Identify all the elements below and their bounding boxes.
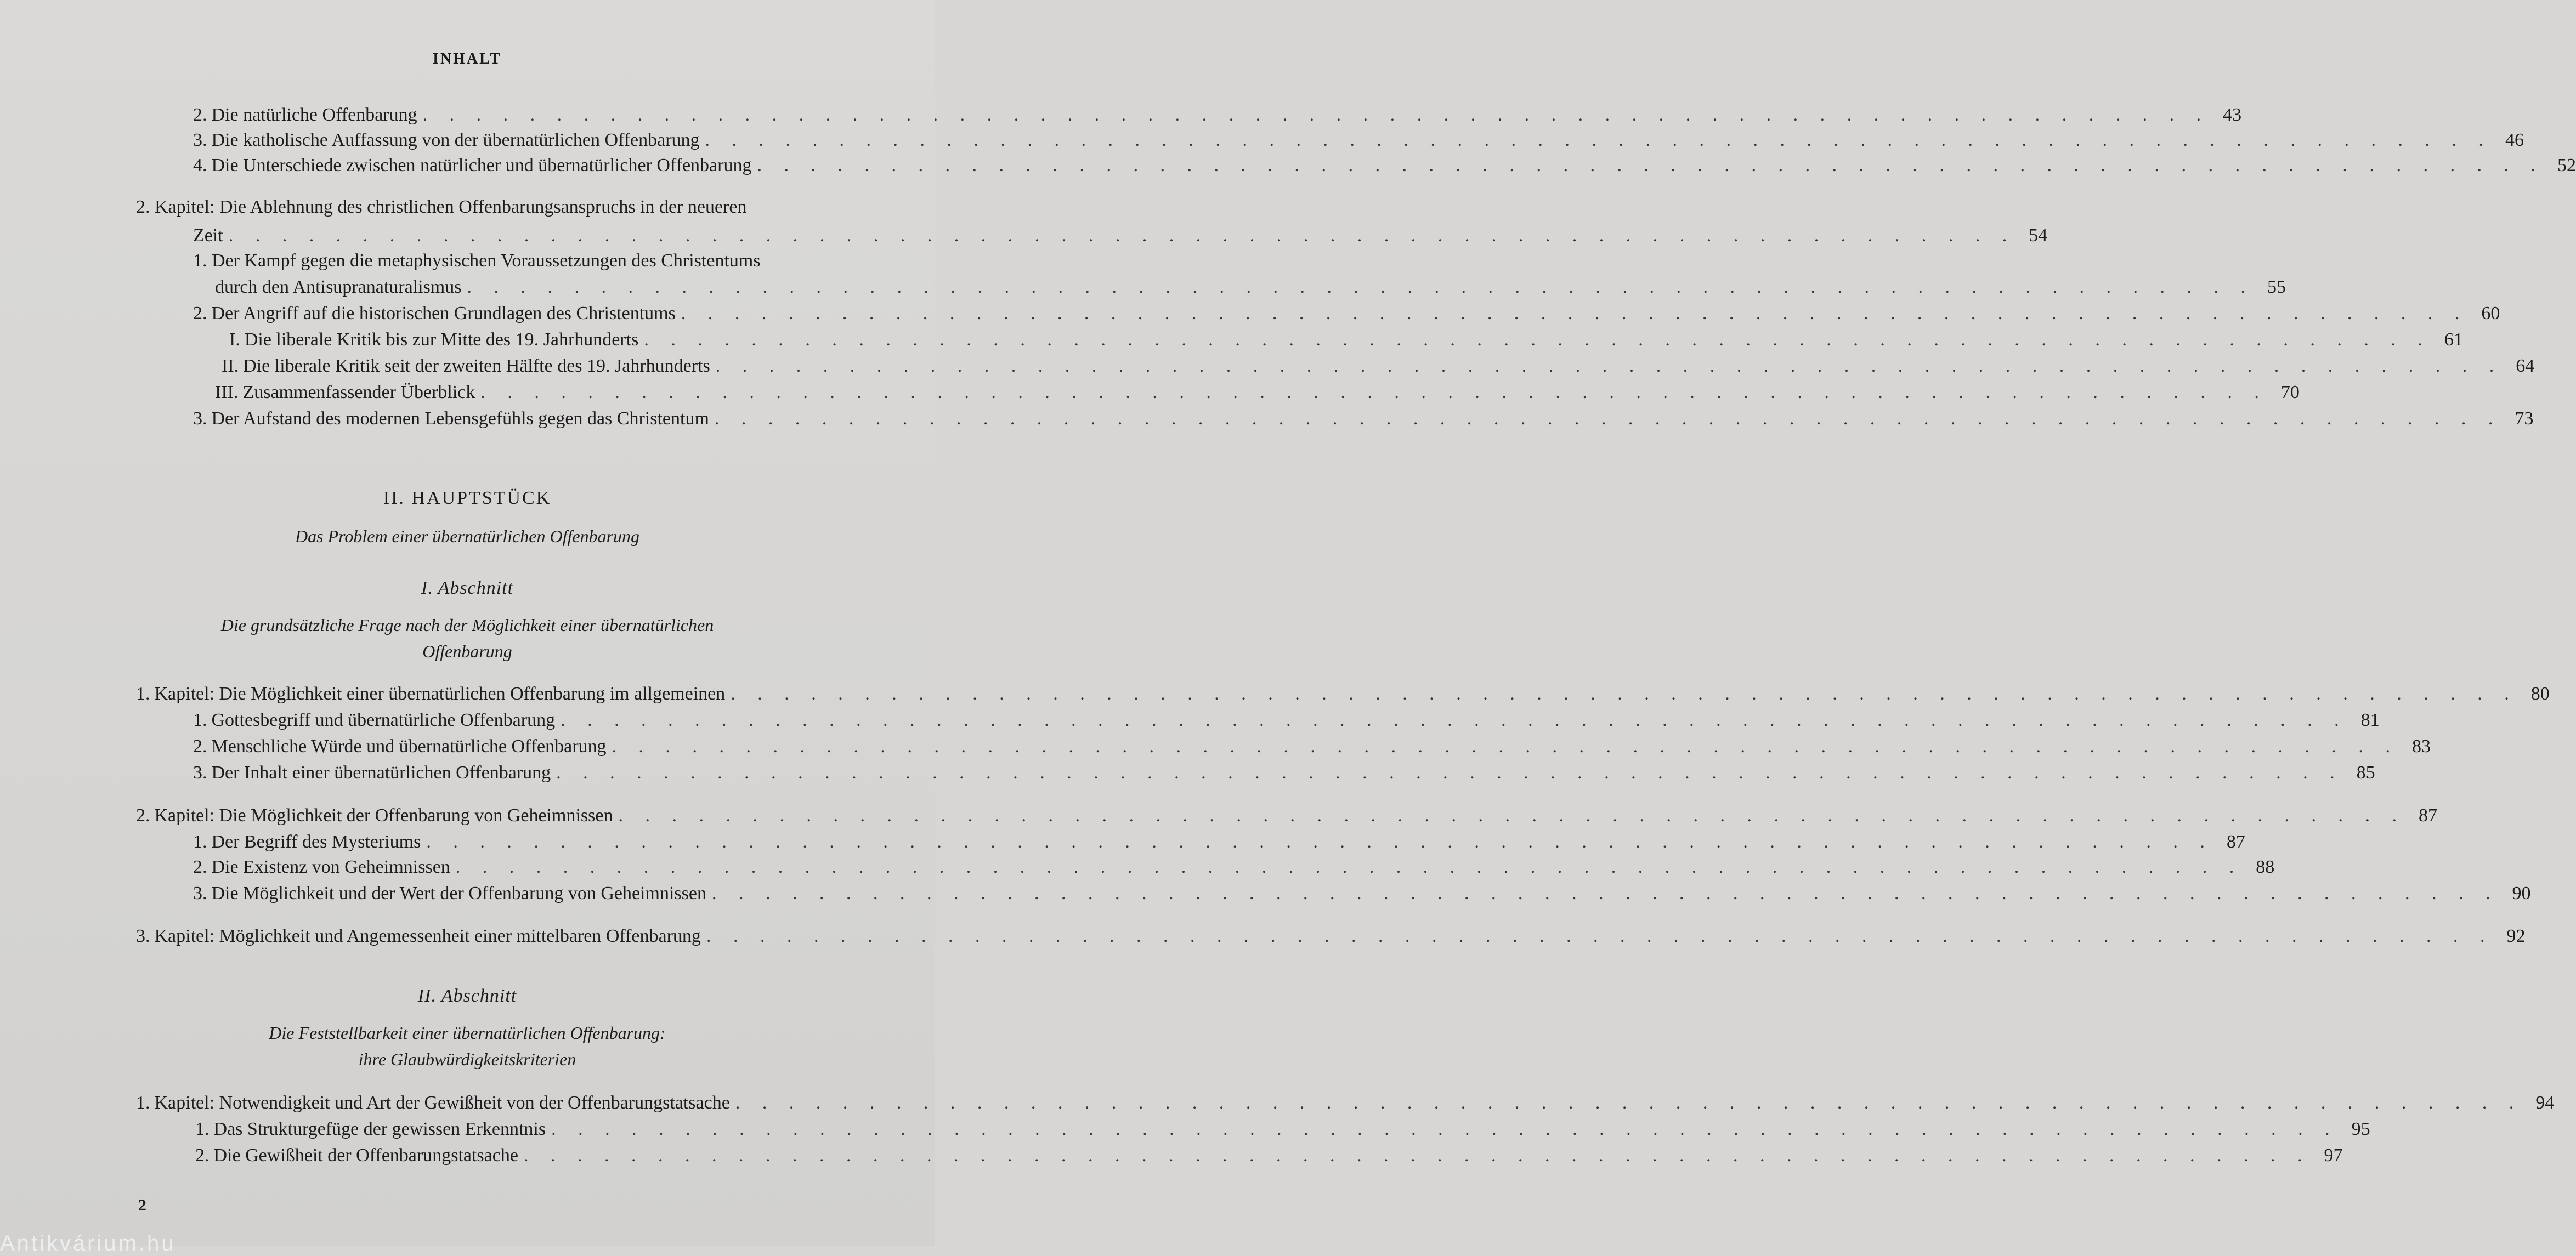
toc-entry[interactable] [215, 382, 2300, 403]
entry-title: Die natürliche Offenbarung [211, 105, 417, 125]
entry-page: 46 [2505, 130, 2524, 150]
watermark: Antikvárium.hu [0, 1231, 176, 1255]
toc-entry[interactable] [193, 736, 2431, 758]
dot-leader: . . . . . . . . . . . . . . . . . . . . . . . . . . . . . . . . . . . . . . . . . . . . . . . . . . . . . . . . . . . . . . . . . . . [681, 303, 2469, 323]
entry-page: 70 [2280, 382, 2300, 402]
section-subtitle-line2: Offenbarung [422, 641, 512, 661]
entry-page: 43 [2223, 105, 2242, 125]
entry-page: 64 [2516, 356, 2535, 376]
dot-leader: . . . . . . . . . . . . . . . . . . . . . . . . . . . . . . . . . . . . . . . . . . . . . . . . . . . . . . . . . . . . . . . . . . . [556, 763, 2343, 783]
entry-page: 60 [2481, 303, 2500, 323]
toc-entry[interactable] [193, 104, 2242, 126]
entry-title: Kapitel: Möglichkeit und Angemessenheit einer mittelbaren Offenbarung [154, 926, 701, 946]
section-subtitle-line2: ihre Glaubwürdigkeitskriterien [358, 1049, 576, 1069]
entry-title: Die Gewißheit der Offenbarungstatsache [213, 1145, 518, 1166]
dot-leader: . . . . . . . . . . . . . . . . . . . . . . . . . . . . . . . . . . . . . . . . . . . . . . . . . . . . . . . . . . . . . . . . . . . [731, 684, 2518, 704]
dot-leader: . . . . . . . . . . . . . . . . . . . . . . . . . . . . . . . . . . . . . . . . . . . . . . . . . . . . . . . . . . . . . . . . . . . [705, 130, 2493, 150]
dot-leader: . . . . . . . . . . . . . . . . . . . . . . . . . . . . . . . . . . . . . . . . . . . . . . . . . . . . . . . . . . . . . . . . . . . [618, 805, 2405, 826]
entry-page: 88 [2256, 857, 2275, 877]
entry-title: durch den Antisupranaturalismus [215, 277, 462, 297]
entry-number: I. [229, 329, 240, 350]
dot-leader: . . . . . . . . . . . . . . . . . . . . . . . . . . . . . . . . . . . . . . . . . . . . . . . . . . . . . . . . . . . . . . . . . . . [612, 736, 2399, 757]
toc-entry[interactable] [193, 831, 2245, 853]
toc-entry[interactable] [195, 1118, 2370, 1140]
toc-entry[interactable] [229, 329, 2463, 351]
entry-number: 1. [136, 1093, 150, 1113]
entry-number: 3. [193, 883, 207, 903]
entry-title: Der Begriff des Mysteriums [211, 832, 421, 852]
dot-leader: . . . . . . . . . . . . . . . . . . . . . . . . . . . . . . . . . . . . . . . . . . . . . . . . . . . . . . . . . . . . . . . . . . . [711, 883, 2499, 903]
dot-leader: . . . . . . . . . . . . . . . . . . . . . . . . . . . . . . . . . . . . . . . . . . . . . . . . . . . . . . . . . . . . . . . . . . . [455, 857, 2243, 877]
dot-leader: . . . . . . . . . . . . . . . . . . . . . . . . . . . . . . . . . . . . . . . . . . . . . . . . . . . . . . . . . . . . . . . . . . . [757, 155, 2544, 175]
entry-title: Die katholische Auffassung von der übernatürlichen Offenbarung [211, 130, 700, 150]
entry-number: 3. [193, 763, 207, 783]
toc-entry[interactable] [193, 155, 2576, 177]
entry-page: 54 [2029, 225, 2048, 246]
chapter-heading[interactable]: 2. Kapitel: Die Ablehnung des christlichen Offenbarungsanspruchs in der neueren [136, 197, 747, 217]
page-number: 2 [138, 1196, 146, 1214]
entry-number: 1. [193, 832, 207, 852]
part-subtitle: Das Problem einer übernatürlichen Offenbarung [295, 526, 640, 546]
toc-entry[interactable] [193, 856, 2275, 878]
entry-title: Kapitel: Die Möglichkeit einer übernatürlichen Offenbarung im allgemeinen [154, 684, 726, 704]
section-title: I. Abschnitt [421, 578, 514, 598]
entry-title: Die liberale Kritik seit der zweiten Hälfte des 19. Jahrhunderts [243, 356, 710, 376]
entry-number: 3. [193, 408, 207, 429]
dot-leader: . . . . . . . . . . . . . . . . . . . . . . . . . . . . . . . . . . . . . . . . . . . . . . . . . . . . . . . . . . . . . . . . . . . [715, 356, 2503, 376]
running-head: INHALT [433, 50, 502, 67]
dot-leader: . . . . . . . . . . . . . . . . . . . . . . . . . . . . . . . . . . . . . . . . . . . . . . . . . . . . . . . . . . . . . . . . . . . [735, 1093, 2523, 1113]
entry-number: III. [215, 382, 239, 402]
dot-leader: . . . . . . . . . . . . . . . . . . . . . . . . . . . . . . . . . . . . . . . . . . . . . . . . . . . . . . . . . . . . . . . . . . . [551, 1119, 2339, 1139]
entry-title: Kapitel: Die Möglichkeit der Offenbarung von Geheimnissen [154, 805, 613, 826]
toc-entry[interactable] [193, 883, 2531, 905]
entry-number: 2. [193, 105, 207, 125]
section-title: II. Abschnitt [417, 986, 517, 1006]
entry-page: 61 [2444, 329, 2463, 350]
entry-number: 2. [195, 1145, 210, 1166]
part-title: II. HAUPTSTÜCK [383, 488, 552, 508]
entry-title: Der Aufstand des modernen Lebensgefühls gegen das Christentum [211, 408, 709, 429]
dot-leader: . . . . . . . . . . . . . . . . . . . . . . . . . . . . . . . . . . . . . . . . . . . . . . . . . . . . . . . . . . . . . . . . . . . [523, 1145, 2311, 1166]
entry-number: 1. [195, 1119, 210, 1139]
entry-title: Die Unterschiede zwischen natürlicher und übernatürlicher Offenbarung [211, 155, 752, 175]
section-subtitle-line1: Die grundsätzliche Frage nach der Möglichkeit einer übernatürlichen [220, 615, 714, 635]
entry-number: 2. [193, 857, 207, 877]
entry-page: 95 [2351, 1119, 2370, 1139]
section-subtitle-line1: Die Feststellbarkeit einer übernatürlichen Offenbarung: [269, 1023, 666, 1043]
toc-entry[interactable] [195, 1145, 2343, 1167]
dot-leader: . . . . . . . . . . . . . . . . . . . . . . . . . . . . . . . . . . . . . . . . . . . . . . . . . . . . . . . . . . . . . . . . . . . [422, 105, 2210, 125]
entry-title: Zeit [193, 225, 223, 246]
entry-page: 85 [2356, 763, 2375, 783]
entry-title: Die Existenz von Geheimnissen [211, 857, 450, 877]
toc-entry[interactable] [193, 408, 2534, 430]
entry-page: 81 [2360, 710, 2380, 730]
toc-entry[interactable] [193, 129, 2524, 151]
toc-entry[interactable] [193, 762, 2375, 784]
entry-title: Kapitel: Notwendigkeit und Art der Gewißheit von der Offenbarungstatsache [154, 1093, 730, 1113]
entry-title: Das Strukturgefüge der gewissen Erkenntnis [213, 1119, 546, 1139]
entry-number: 1. [136, 684, 150, 704]
toc-entry[interactable] [136, 1092, 2555, 1114]
toc-entry[interactable] [193, 303, 2500, 325]
toc-entry[interactable] [215, 276, 2286, 298]
toc-entry[interactable] [222, 355, 2535, 377]
entry-number: 1. [193, 251, 207, 271]
entry-page: 94 [2535, 1093, 2555, 1113]
entry-number: 4. [193, 155, 207, 175]
dot-leader: . . . . . . . . . . . . . . . . . . . . . . . . . . . . . . . . . . . . . . . . . . . . . . . . . . . . . . . . . . . . . . . . . . . [714, 408, 2502, 429]
entry-number: 2. [136, 805, 150, 826]
entry-number: 3. [136, 926, 150, 946]
entry-title: Gottesbegriff und übernatürliche Offenbarung [211, 710, 556, 730]
entry-title: Die liberale Kritik bis zur Mitte des 19. Jahrhunderts [244, 329, 639, 350]
entry-number: 2. [193, 303, 207, 323]
toc-entry[interactable] [193, 225, 2048, 247]
toc-entry[interactable] [136, 805, 2437, 827]
entry-title: Der Kampf gegen die metaphysischen Voraussetzungen des Christentums [212, 251, 761, 271]
toc-entry[interactable] [193, 709, 2380, 731]
dot-leader: . . . . . . . . . . . . . . . . . . . . . . . . . . . . . . . . . . . . . . . . . . . . . . . . . . . . . . . . . . . . . . . . . . . [426, 832, 2213, 852]
toc-entry-line1[interactable] [193, 250, 761, 272]
dot-leader: . . . . . . . . . . . . . . . . . . . . . . . . . . . . . . . . . . . . . . . . . . . . . . . . . . . . . . . . . . . . . . . . . . . [706, 926, 2494, 946]
entry-page: 90 [2512, 883, 2531, 903]
toc-entry[interactable] [136, 683, 2550, 705]
entry-page: 55 [2267, 277, 2286, 297]
entry-title: Der Angriff auf die historischen Grundlagen des Christentums [211, 303, 676, 323]
dot-leader: . . . . . . . . . . . . . . . . . . . . . . . . . . . . . . . . . . . . . . . . . . . . . . . . . . . . . . . . . . . . . . . . . . . [644, 329, 2431, 350]
dot-leader: . . . . . . . . . . . . . . . . . . . . . . . . . . . . . . . . . . . . . . . . . . . . . . . . . . . . . . . . . . . . . . . . . . . [480, 382, 2268, 402]
dot-leader: . . . . . . . . . . . . . . . . . . . . . . . . . . . . . . . . . . . . . . . . . . . . . . . . . . . . . . . . . . . . . . . . . . . [228, 225, 2016, 246]
entry-page: 83 [2412, 736, 2431, 757]
entry-number: II. [222, 356, 239, 376]
entry-page: 73 [2515, 408, 2534, 429]
entry-title: Zusammenfassender Überblick [242, 382, 475, 402]
entry-page: 80 [2530, 684, 2550, 704]
entry-title: Der Inhalt einer übernatürlichen Offenbarung [211, 763, 551, 783]
entry-page: 92 [2506, 926, 2526, 946]
entry-number: 1. [193, 710, 207, 730]
entry-page: 97 [2324, 1145, 2343, 1166]
entry-title: Die Möglichkeit und der Wert der Offenbarung von Geheimnissen [211, 883, 706, 903]
dot-leader: . . . . . . . . . . . . . . . . . . . . . . . . . . . . . . . . . . . . . . . . . . . . . . . . . . . . . . . . . . . . . . . . . . . [467, 277, 2254, 297]
toc-entry[interactable] [136, 925, 2526, 947]
entry-number: 2. [193, 736, 207, 757]
entry-title: Menschliche Würde und übernatürliche Offenbarung [211, 736, 607, 757]
entry-number: 3. [193, 130, 207, 150]
dot-leader: . . . . . . . . . . . . . . . . . . . . . . . . . . . . . . . . . . . . . . . . . . . . . . . . . . . . . . . . . . . . . . . . . . . [561, 710, 2348, 730]
entry-page: 87 [2226, 832, 2245, 852]
entry-page: 87 [2418, 805, 2437, 826]
entry-page: 52 [2557, 155, 2576, 175]
